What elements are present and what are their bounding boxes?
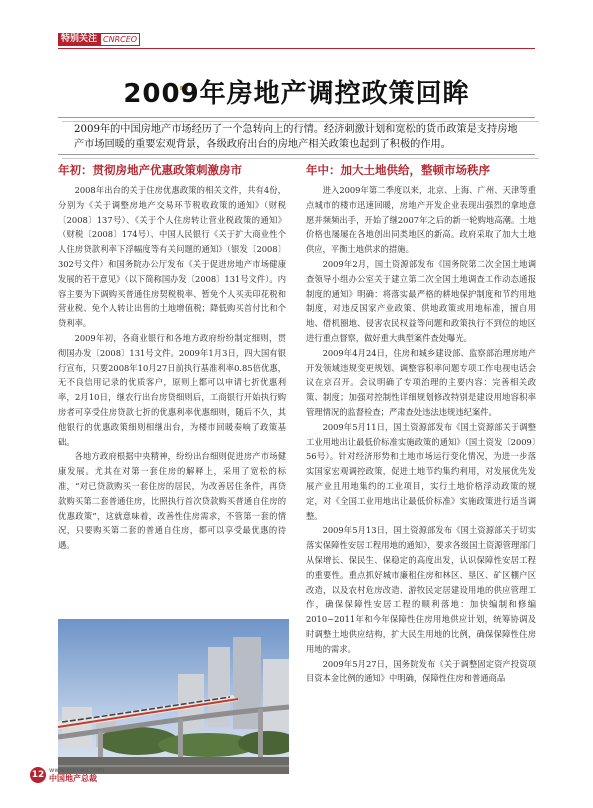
right-paragraph: 2009年4月24日，住房和城乡建设部、监察部治理房地产开发领域违规变更规划、调整容积率问题专项工作电视电话会议在京召开。会议明确了专项治理的主要内容：完善相关政策、制度；加强对控制性详细规划修改特别是建设用地容积率管理情况的监督检查；严肃查处违法违规违纪案件。 xyxy=(306,347,536,417)
left-paragraph: 2009年初，各商业银行和各地方政府纷纷制定细则，贯彻国办发〔2008〕131号文件。2009年1月3日，四大国有银行宣布，只要2008年10月27日前执行基准利率0.85倍优惠，无不良信用记录的优质客户，原则上都可以申请七折优惠利率，2月10日，继农行出台房贷细则后，工商银行开始执行购房者可享受住房贷款七折的优惠利率优惠细则，随后不久，其他银行的优惠政策细则相继出台，为楼市回暖奏响了政策基础。 xyxy=(58,332,286,447)
page-title: 2009年房地产调控政策回眸 xyxy=(123,79,470,109)
monorail-photo-drawing xyxy=(58,619,289,774)
section-tag xyxy=(58,33,140,46)
right-paragraph: 2009年5月11日，国土资源部发布《国土资源部关于调整工业用地出让最低价标准实施政策的通知》（国土资发〔2009〕56号）。针对经济形势和土地市场运行变化情况，为进一步落实国家宏观调控政策，促进土地节约集约利用，对发展优先发展产业且用地集约的工业项目，实行土地价格浮动政策的规定，对《全国工业用地出让最低价标准》实施政策进行适当调整。 xyxy=(306,421,536,521)
monorail-photo xyxy=(58,619,289,774)
right-column-heading: 年中：加大土地供给，整顿市场秩序 xyxy=(306,163,490,177)
left-paragraph: 各地方政府根据中央精神，纷纷出台细则促进房产市场健康发展。尤其在对第一套住房的解释上，采用了宽松的标准，“对已贷款购买一套住房的居民，为改善居住条件，再贷款购买第二套普通住房，比照执行首次贷款购买普通自住房的优惠政策”，这就意味着，改善性住房需求，不管第一套的情况，只要购买第二套的普通自住房，都可以享受最优惠的待遇。 xyxy=(58,451,286,551)
right-column xyxy=(306,163,536,686)
lead-paragraph: 2009年的中国房地产市场经历了一个急转向上的行情。经济刺激计划和宽松的货币政策是支持房地产市场回暖的重要宏观背景，各级政府出台的房地产相关政策也起到了积极的作用。 xyxy=(58,117,535,155)
right-paragraph: 2009年5月27日，国务院发布《关于调整固定资产投资项目资本金比例的通知》中明确，保障性住房和普通商品 xyxy=(306,658,536,684)
right-paragraph: 2009年5月13日，国土资源部发布《国土资源部关于切实落实保障性安居工程用地的通知》，要求各级国土资源管理部门从保增长、保民生、保稳定的高度出发，认识保障性安居工程的重要性。重点抓好城市廉租住房和林区、垦区、矿区棚户区改造，以及农村危房改造、游牧民定居建设用地的供应管理工作，确保保障性安居工程的顺利落地：加快编制和修编2010~2011年和今年保障性住房用地供应计划，统筹协调及时调整土地供应结构，扩大民生用地的比例，确保保障性住房用地的需求。 xyxy=(306,525,536,654)
footer-url: www.cnrceo.com xyxy=(49,766,105,774)
section-tag-en: CNRCEO xyxy=(100,33,140,46)
right-paragraph: 进入2009年第二季度以来，北京、上海、广州、天津等重点城市的楼市迅速回暖，房地产开发企业表现出强烈的拿地意愿并频频出手，开始了继2007年之后的新一轮购地高潮。土地价格也屡屡在各地创出同类地区的新高。政府采取了加大土地供应，平衡土地供求的措施。 xyxy=(306,185,536,255)
top-rule xyxy=(58,48,535,49)
section-tag-label: 特别关注 xyxy=(58,33,100,46)
footer-text xyxy=(49,766,104,784)
left-column xyxy=(58,163,286,553)
footer xyxy=(30,766,104,784)
right-paragraph: 2009年2月，国土资源部发布《国务院第二次全国土地调查领导小组办公室关于建立第二次全国土地调查工作动态通报制度的通知》明确：将落实最严格的耕地保护制度和节约用地制度，对违反国家产业政策、供地政策或用地标准，擅自用地、借机圈地、侵害农民权益等问题和政策执行不到位的地区进行重点督察，做好重大典型案件查处曝光。 xyxy=(306,258,536,343)
left-paragraph: 2008年出台的关于住房优惠政策的相关文件，共有4份，分别为《关于调整房地产交易环节税收政策的通知》（财税〔2008〕137号）、《关于个人住房转让营业税政策的通知》（财税〔2008〕174号）、中国人民银行《关于扩大商业性个人住房贷款利率下浮幅度等有关问题的通知》（银发〔2008〕302号文件）和国务院办公厅发布《关于促进房地产市场健康发展的若干意见》（以下简称国办发〔2008〕131号文件）。内容主要为下调购买普通住房契税税率、暂免个人买卖印花税和营业税、免个人转让出售的土地增值税；降低购买首付比和个贷利率。 xyxy=(58,185,286,329)
page-number: 12 xyxy=(30,767,46,783)
left-column-heading: 年初：贯彻房地产优惠政策刺激房市 xyxy=(58,163,242,177)
magazine-name: 中国地产总裁 xyxy=(49,774,97,783)
